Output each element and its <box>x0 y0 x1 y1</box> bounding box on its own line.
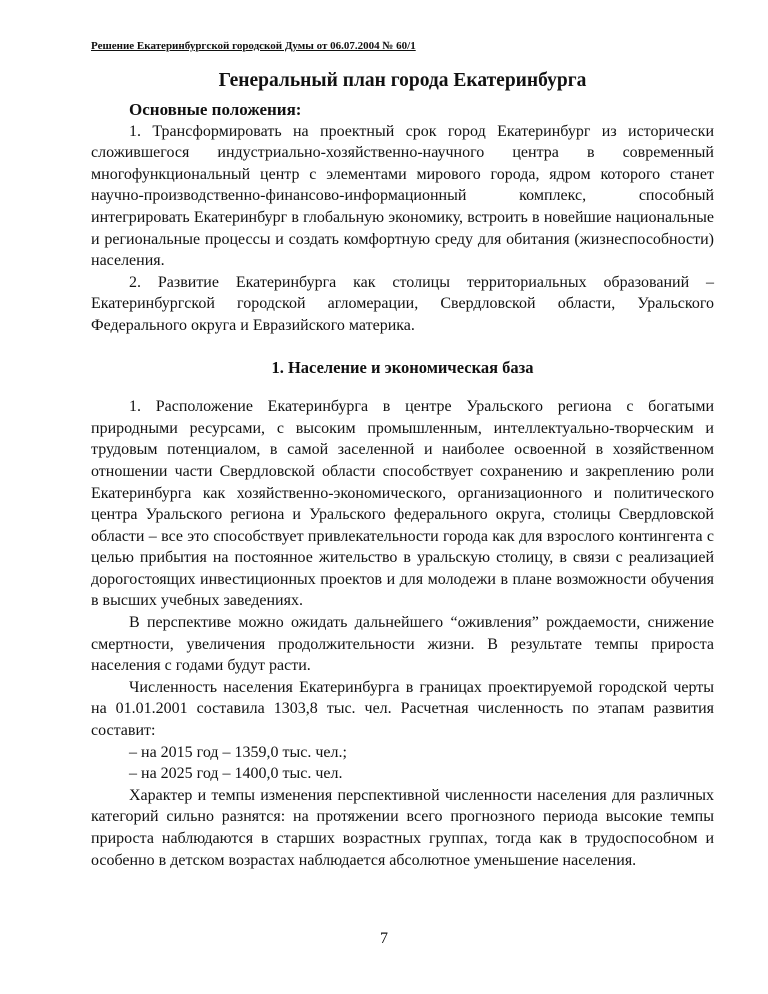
document-body <box>91 68 714 871</box>
section-paragraph-3: Численность населения Екатеринбурга в границах проектируемой городской черты на 01.01.2001 составила 1303,8 тыс. чел. Расчетная численность по этапам развития составит: <box>91 678 714 740</box>
section-paragraph-2: В перспективе можно ожидать дальнейшего “оживления” рождаемости, снижение смертности, увеличения продолжительности жизни. В результате темпы прироста населения с годами будут расти. <box>91 614 714 675</box>
section-paragraph-1: 1. Расположение Екатеринбурга в центре Уральского региона с богатыми природными ресурсами, с высоким промышленным, интеллектуально-творческим и трудовым потенциалом, в самой заселенной и наиболее освоенной в хозяйственном отношении части Свердловской области способствует сохранению и закреплению роли Екатеринбурга как хозяйственно-экономического, организационного и политического центра Уральского региона и Уральского федерального округа, столицы Свердловской области – все это способствует привлекательности города как для взрослого контингента с целью прибытия на постоянное жительство в уральскую столицу, в связи с реализацией дорогостоящих инвестиционных проектов и для молодежи в плане возможности обучения в высших учебных заведениях. <box>91 398 714 610</box>
final-paragraph: Характер и темпы изменения перспективной численности населения для различных категорий сильно разнятся: на протяжении всего прогнозного периода высокие темпы прироста наблюдаются в старших возрастных группах, тогда как в трудоспособном и особенно в детском возрастах наблюдается абсолютное уменьшение населения. <box>91 786 714 869</box>
page-number: 7 <box>380 930 388 947</box>
list-item-2025: – на 2025 год – 1400,0 тыс. чел. <box>129 765 343 783</box>
document-title: Генеральный план города Екатеринбурга <box>218 70 587 91</box>
document-reference-header: Решение Екатеринбургской городской Думы от 06.07.2004 № 60/1 <box>91 40 416 52</box>
list-item-2015: – на 2015 год – 1359,0 тыс. чел.; <box>129 743 347 761</box>
intro-paragraph-1: 1. Трансформировать на проектный срок город Екатеринбург из исторически сложившегося индустриально-хозяйственно-научного центра в современный многофункциональный центр с элементами мирового города, ядром которого станет научно-производственно-финансово-информационный комплекс, способный интегрировать Екатеринбург в глобальную экономику, встроить в новейшие национальные и региональные процессы и создать комфортную среду для обитания (жизнеспособности) населения. <box>91 122 714 270</box>
intro-paragraph-2: 2. Развитие Екатеринбурга как столицы территориальных образований – Екатеринбургской городской агломерации, Свердловской области, Уральского Федерального округа и Евразийского материка. <box>91 273 714 334</box>
main-provisions-heading: Основные положения: <box>129 100 302 119</box>
section-title: 1. Население и экономическая база <box>271 357 534 377</box>
